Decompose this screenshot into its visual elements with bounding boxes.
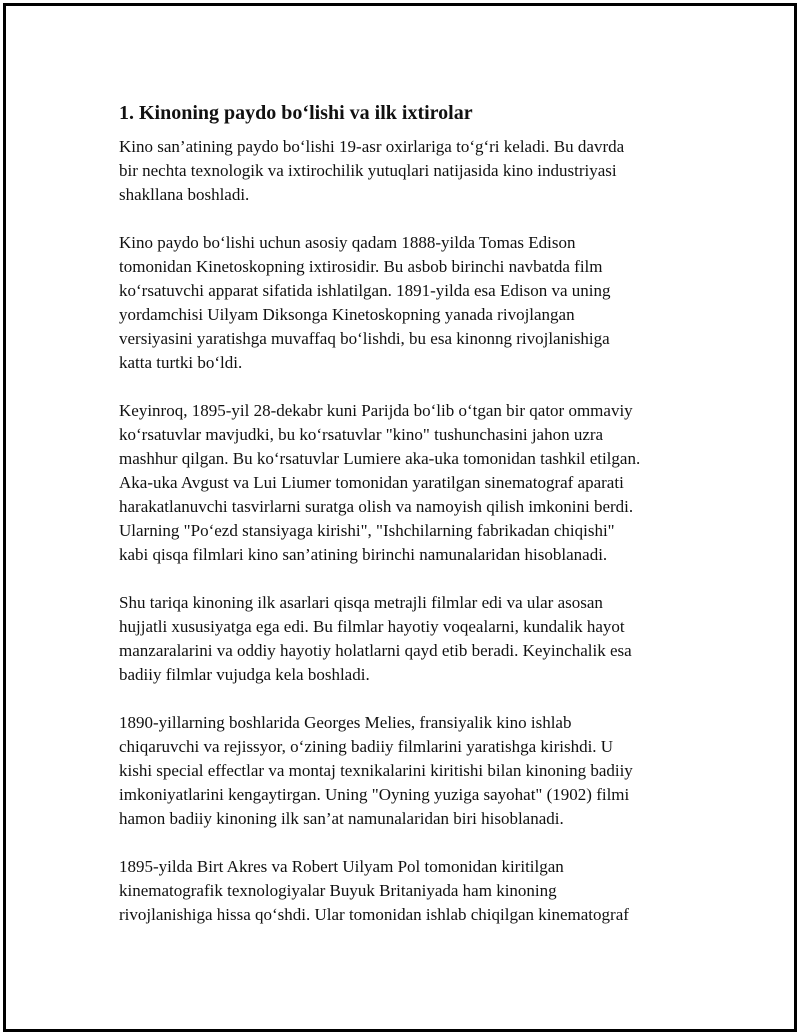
text-line: kabi qisqa filmlari kino san’atining birinchi namunalaridan hisoblanadi.	[119, 545, 608, 564]
text-line: mashhur qilgan. Bu ko‘rsatuvlar Lumiere aka-uka tomonidan tashkil etilgan.	[119, 449, 641, 468]
text-line: bir nechta texnologik va ixtirochilik yutuqlari natijasida kino industriyasi	[119, 161, 617, 180]
text-line: Keyinroq, 1895-yil 28-dekabr kuni Parijda bo‘lib o‘tgan bir qator ommaviy	[119, 401, 633, 420]
text-line: 1895-yilda Birt Akres va Robert Uilyam Pol tomonidan kiritilgan	[119, 857, 564, 876]
text-line: imkoniyatlarini kengaytirgan. Uning "Oyning yuziga sayohat" (1902) filmi	[119, 785, 630, 804]
text-line: yordamchisi Uilyam Diksonga Kinetoskopning yanada rivojlangan	[119, 305, 575, 324]
text-line: 1890-yillarning boshlarida Georges Melies, fransiyalik kino ishlab	[119, 713, 572, 732]
paragraph-4	[119, 591, 689, 687]
text-line: versiyasini yaratishga muvaffaq bo‘lishdi, bu esa kinonng rivojlanishiga	[119, 329, 610, 348]
text-line: Shu tariqa kinoning ilk asarlari qisqa metrajli filmlar edi va ular asosan	[119, 593, 603, 612]
text-line: kinematografik texnologiyalar Buyuk Britaniyada ham kinoning	[119, 881, 557, 900]
paragraph-3	[119, 399, 689, 567]
text-line: rivojlanishiga hissa qo‘shdi. Ular tomonidan ishlab chiqilgan kinematograf	[119, 905, 629, 924]
section-heading: 1. Kinoning paydo bo‘lishi va ilk ixtirolar	[119, 102, 473, 124]
text-line: hujjatli xususiyatga ega edi. Bu filmlar hayotiy voqealarni, kundalik hayot	[119, 617, 625, 636]
text-line: hamon badiiy kinoning ilk san’at namunalaridan biri hisoblanadi.	[119, 809, 564, 828]
page-frame	[3, 3, 797, 1032]
paragraph-5	[119, 711, 689, 831]
text-line: Kino paydo bo‘lishi uchun asosiy qadam 1888-yilda Tomas Edison	[119, 233, 576, 252]
text-line: ko‘rsatuvlar mavjudki, bu ko‘rsatuvlar "kino" tushunchasini jahon uzra	[119, 425, 604, 444]
text-line: Kino san’atining paydo bo‘lishi 19-asr oxirlariga to‘g‘ri keladi. Bu davrda	[119, 137, 625, 156]
text-line: Ularning "Po‘ezd stansiyaga kirishi", "Ishchilarning fabrikadan chiqishi"	[119, 521, 615, 540]
paragraph-1	[119, 135, 689, 207]
text-line: ko‘rsatuvchi apparat sifatida ishlatilgan. 1891-yilda esa Edison va uning	[119, 281, 611, 300]
paragraph-2	[119, 231, 689, 375]
document-body	[119, 99, 689, 951]
text-line: katta turtki bo‘ldi.	[119, 353, 243, 372]
text-line: manzaralarini va oddiy hayotiy holatlarni qayd etib beradi. Keyinchalik esa	[119, 641, 632, 660]
text-line: chiqaruvchi va rejissyor, o‘zining badiiy filmlarini yaratishga kirishdi. U	[119, 737, 614, 756]
text-line: badiiy filmlar vujudga kela boshladi.	[119, 665, 370, 684]
text-line: harakatlanuvchi tasvirlarni suratga olish va namoyish qilish imkonini berdi.	[119, 497, 634, 516]
paragraph-6	[119, 855, 689, 927]
text-line: tomonidan Kinetoskopning ixtirosidir. Bu asbob birinchi navbatda film	[119, 257, 603, 276]
text-line: Aka-uka Avgust va Lui Liumer tomonidan yaratilgan sinematograf aparati	[119, 473, 624, 492]
text-line: kishi special effectlar va montaj texnikalarini kiritishi bilan kinoning badiiy	[119, 761, 633, 780]
text-line: shakllana boshladi.	[119, 185, 250, 204]
